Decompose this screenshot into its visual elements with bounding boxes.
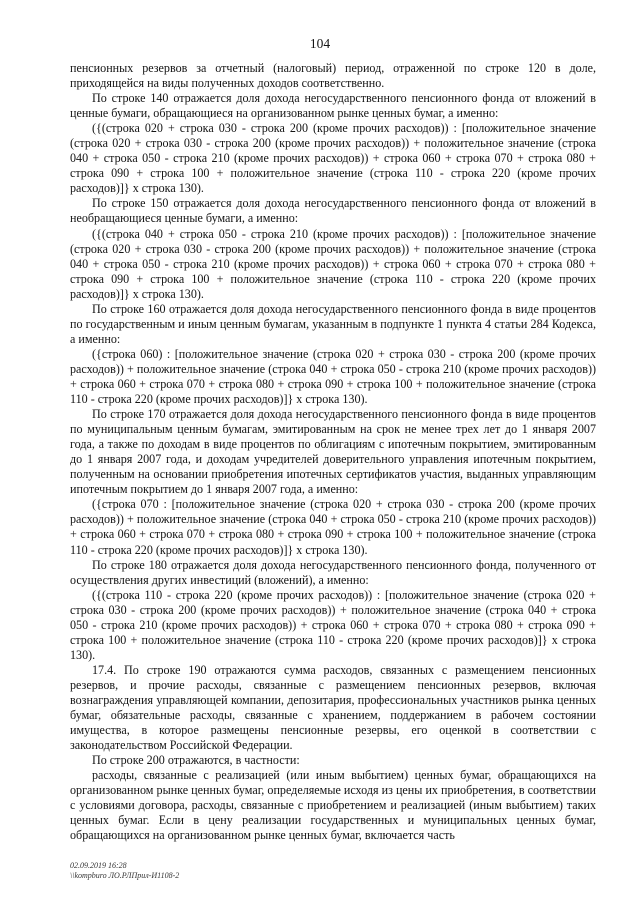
- paragraph: По строке 150 отражается доля дохода негосударственного пенсионного фонда от вложений в необращающиеся ценные бумаги, а именно:: [70, 196, 596, 226]
- paragraph: По строке 180 отражается доля дохода негосударственного пенсионного фонда, полученного от осуществления других инвестиций (вложений), а именно:: [70, 557, 596, 587]
- document-footer: [70, 861, 179, 881]
- paragraph: расходы, связанные с реализацией (или иным выбытием) ценных бумаг, обращающихся на организованном рынке ценных бумаг, определяемые исходя из цены их приобретения, в соответствии с условиями договора, расходы, связанные с приобретением и реализацией (иным выбытием) таких ценных бумаг. Если в цену реализации государственных и муниципальных ценных бумаг, обращающихся на организованном рынке ценных бумаг, включается часть: [70, 768, 596, 843]
- paragraph: пенсионных резервов за отчетный (налоговый) период, отраженной по строке 120 в доле, приходящейся на виды полученных доходов соответственно.: [70, 61, 596, 91]
- paragraph: 17.4. По строке 190 отражаются сумма расходов, связанных с размещением пенсионных резервов, и прочие расходы, связанные с размещением пенсионных резервов, включая вознаграждения управляющей компании, депозитария, профессиональных участников рынка ценных бумаг, обязательные расходы, связанные с хранением, поддержанием в рабочем состоянии имущества, в которое размещены пенсионные резервы, его оценкой в соответствии с законодательством Российской Федерации.: [70, 662, 596, 753]
- paragraph: По строке 200 отражаются, в частности:: [92, 753, 300, 768]
- formula-paragraph: ({(строка 110 - строка 220 (кроме прочих расходов)) : [положительное значение (строка 020 + строка 030 - строка 200 (кроме прочих расходов)) + положительное значение (строка 040 + строка 050 - строка 210 (кроме прочих расходов)) + строка 060 + строка 070 + строка 080 + строка 090 + строка 100 + положительное значение (строка 110 - строка 220 (кроме прочих расходов)]} х строка 130).: [70, 587, 596, 662]
- footer-file-path: \\kompburo ЛО.РЛПрил-И1108-2: [70, 871, 180, 880]
- paragraph: По строке 140 отражается доля дохода негосударственного пенсионного фонда от вложений в ценные бумаги, обращающиеся на организованном рынке ценных бумаг, а именно:: [70, 91, 596, 121]
- paragraph: По строке 160 отражается доля дохода негосударственного пенсионного фонда в виде процентов по государственным и иным ценным бумагам, указанным в подпункте 1 пункта 4 статьи 284 Кодекса, а именно:: [70, 301, 596, 346]
- formula-paragraph: ({(строка 020 + строка 030 - строка 200 (кроме прочих расходов)) : [положительное значение (строка 020 + строка 030 - строка 200 (кроме прочих расходов)) + положительное значение (строка 040 + строка 050 - строка 210 (кроме прочих расходов)) + строка 060 + строка 070 + строка 080 + строка 090 + строка 100 + положительное значение (строка 110 - строка 220 (кроме прочих расходов)]} х строка 130).: [70, 121, 596, 196]
- footer-timestamp: 02.09.2019 16:28: [70, 861, 127, 870]
- formula-paragraph: ({строка 070 : [положительное значение (строка 020 + строка 030 - строка 200 (кроме прочих расходов)) + положительное значение (строка 040 + строка 050 - строка 210 (кроме прочих расходов)) + строка 060 + строка 070 + строка 080 + строка 090 + строка 100 + положительное значение (строка 110 - строка 220 (кроме прочих расходов)]} х строка 130).: [70, 497, 596, 557]
- paragraph: По строке 170 отражается доля дохода негосударственного пенсионного фонда в виде процентов по муниципальным ценным бумагам, эмитированным на срок не менее трех лет до 1 января 2007 года, а также по доходам в виде процентов по облигациям с ипотечным покрытием, эмитированным до 1 января 2007 года, и доходам учредителей доверительного управления ипотечным покрытием, полученным на основании приобретения ипотечных сертификатов участия, выданных управляющим ипотечным покрытием до 1 января 2007 года, а именно:: [70, 407, 596, 497]
- formula-paragraph: ({строка 060) : [положительное значение (строка 020 + строка 030 - строка 200 (кроме прочих расходов)) + положительное значение (строка 040 + строка 050 - строка 210 (кроме прочих расходов)) + строка 060 + строка 070 + строка 080 + строка 090 + строка 100 + положительное значение (строка 110 - строка 220 (кроме прочих расходов)]} х строка 130).: [70, 346, 596, 407]
- document-body: [70, 61, 596, 843]
- formula-paragraph: ({(строка 040 + строка 050 - строка 210 (кроме прочих расходов)) : [положительное значение (строка 020 + строка 030 - строка 200 (кроме прочих расходов)) + положительное значение (строка 040 + строка 050 - строка 210 (кроме прочих расходов)) + строка 060 + строка 070 + строка 080 + строка 090 + строка 100 + положительное значение (строка 110 - строка 220 (кроме прочих расходов)]} х строка 130).: [70, 226, 596, 301]
- page-number: 104: [309, 36, 331, 51]
